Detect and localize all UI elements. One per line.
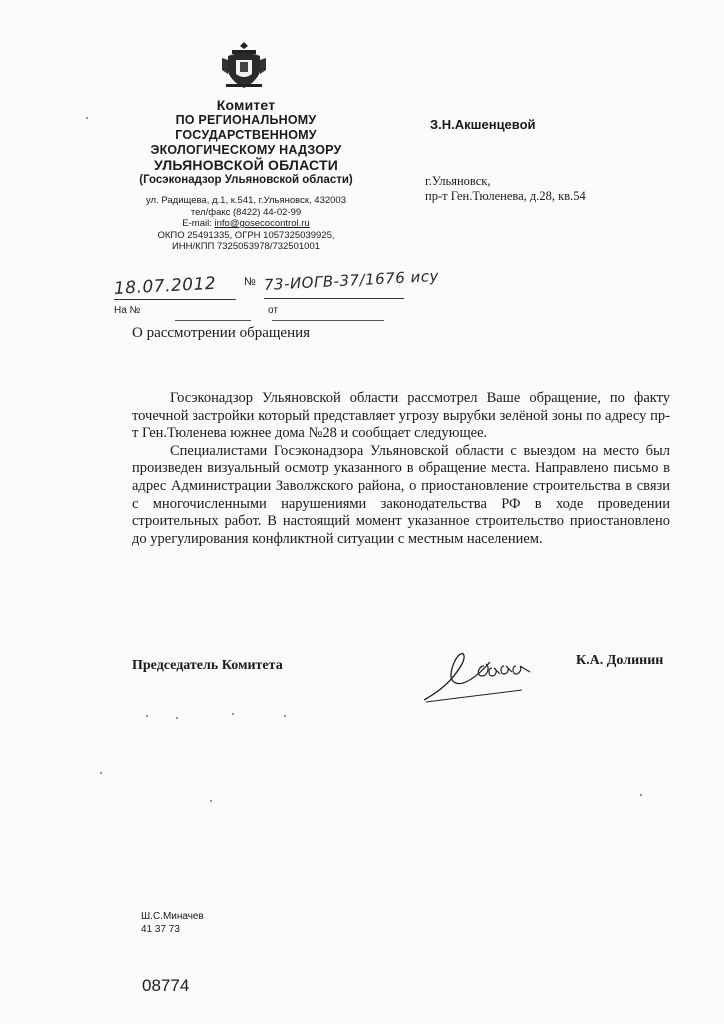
date-underline	[114, 299, 236, 300]
scan-speck	[86, 117, 88, 119]
reference-date-line	[272, 320, 384, 321]
document-number: 08774	[142, 976, 190, 995]
reference-number-label: На №	[114, 305, 141, 316]
org-address: ул. Радищева, д.1, к.541, г.Ульяновск, 432003	[145, 195, 347, 206]
recipient-name: З.Н.Акшенцевой	[430, 117, 536, 132]
scan-speck	[100, 772, 102, 774]
handwritten-signature-icon	[418, 642, 548, 708]
recipient-address	[425, 174, 586, 204]
reference-date-label: от	[268, 305, 278, 316]
scan-speck	[232, 713, 234, 715]
letter-body	[132, 390, 670, 548]
org-title-line: УЛЬЯНОВСКОЙ ОБЛАСТИ	[153, 157, 339, 173]
scan-speck	[176, 717, 178, 719]
body-paragraph: Госэконадзор Ульяновской области рассмотрел Ваше обращение, по факту точечной застройки который представляет угрозу вырубки зелёной зоны по адресу пр-т Ген.Тюленева южнее дома №28 и сообщает следующее.	[132, 390, 670, 442]
number-underline	[264, 298, 404, 299]
organization-header	[130, 98, 362, 253]
body-paragraph: Специалистами Госэконадзора Ульяновской области с выездом на место был произведен визуальный осмотр указанного в обращение места. Направлено письмо в адрес Администрации Заволжского района, о приостановление строительства в связи с многочисленными нарушениями законодательства РФ в ходе проведении строительных работ. В настоящий момент указанное строительство приостановлено до урегулирования конфликтной ситуации с местным населением.	[132, 442, 670, 547]
email-link[interactable]: info@gosecocontrol.ru	[214, 218, 310, 229]
signer-title: Председатель Комитета	[132, 658, 283, 673]
org-inn-kpp: ИНН/КПП 7325053978/732501001	[171, 241, 321, 252]
org-title-line: ЭКОЛОГИЧЕСКОМУ НАДЗОРУ	[150, 143, 342, 157]
scan-speck	[210, 800, 212, 802]
scan-speck	[284, 715, 286, 717]
registration-number: 73-ИОГВ-37/1676 ису	[263, 266, 440, 294]
org-contacts	[130, 195, 362, 253]
reference-number-line	[175, 320, 251, 321]
email-label: E-mail:	[182, 218, 215, 229]
recipient-city: г.Ульяновск,	[425, 174, 491, 188]
coat-of-arms-icon	[218, 40, 270, 92]
org-title-line: Комитет	[216, 97, 276, 113]
number-sign: №	[244, 276, 256, 288]
scan-speck	[640, 794, 642, 796]
executor-info	[141, 910, 204, 936]
org-title	[130, 98, 362, 173]
executor-phone: 41 37 73	[141, 924, 180, 935]
signer-name: К.А. Долинин	[576, 653, 664, 668]
org-short-name: (Госэконадзор Ульяновской области)	[139, 174, 353, 186]
org-phone: тел/факс (8422) 44-02-99	[190, 206, 302, 218]
recipient-street: пр-т Ген.Тюленева, д.28, кв.54	[425, 189, 586, 203]
registration-date: 18.07.2012	[113, 273, 217, 299]
scan-speck	[146, 715, 148, 717]
letter-subject: О рассмотрении обращения	[132, 325, 311, 341]
org-okpo-ogrn: ОКПО 25491335, ОГРН 1057325039925,	[157, 229, 335, 241]
org-email-line	[130, 218, 362, 230]
org-title-line: ПО РЕГИОНАЛЬНОМУ	[175, 113, 317, 127]
org-title-line: ГОСУДАРСТВЕННОМУ	[175, 128, 317, 142]
executor-name: Ш.С.Миначев	[141, 911, 204, 922]
